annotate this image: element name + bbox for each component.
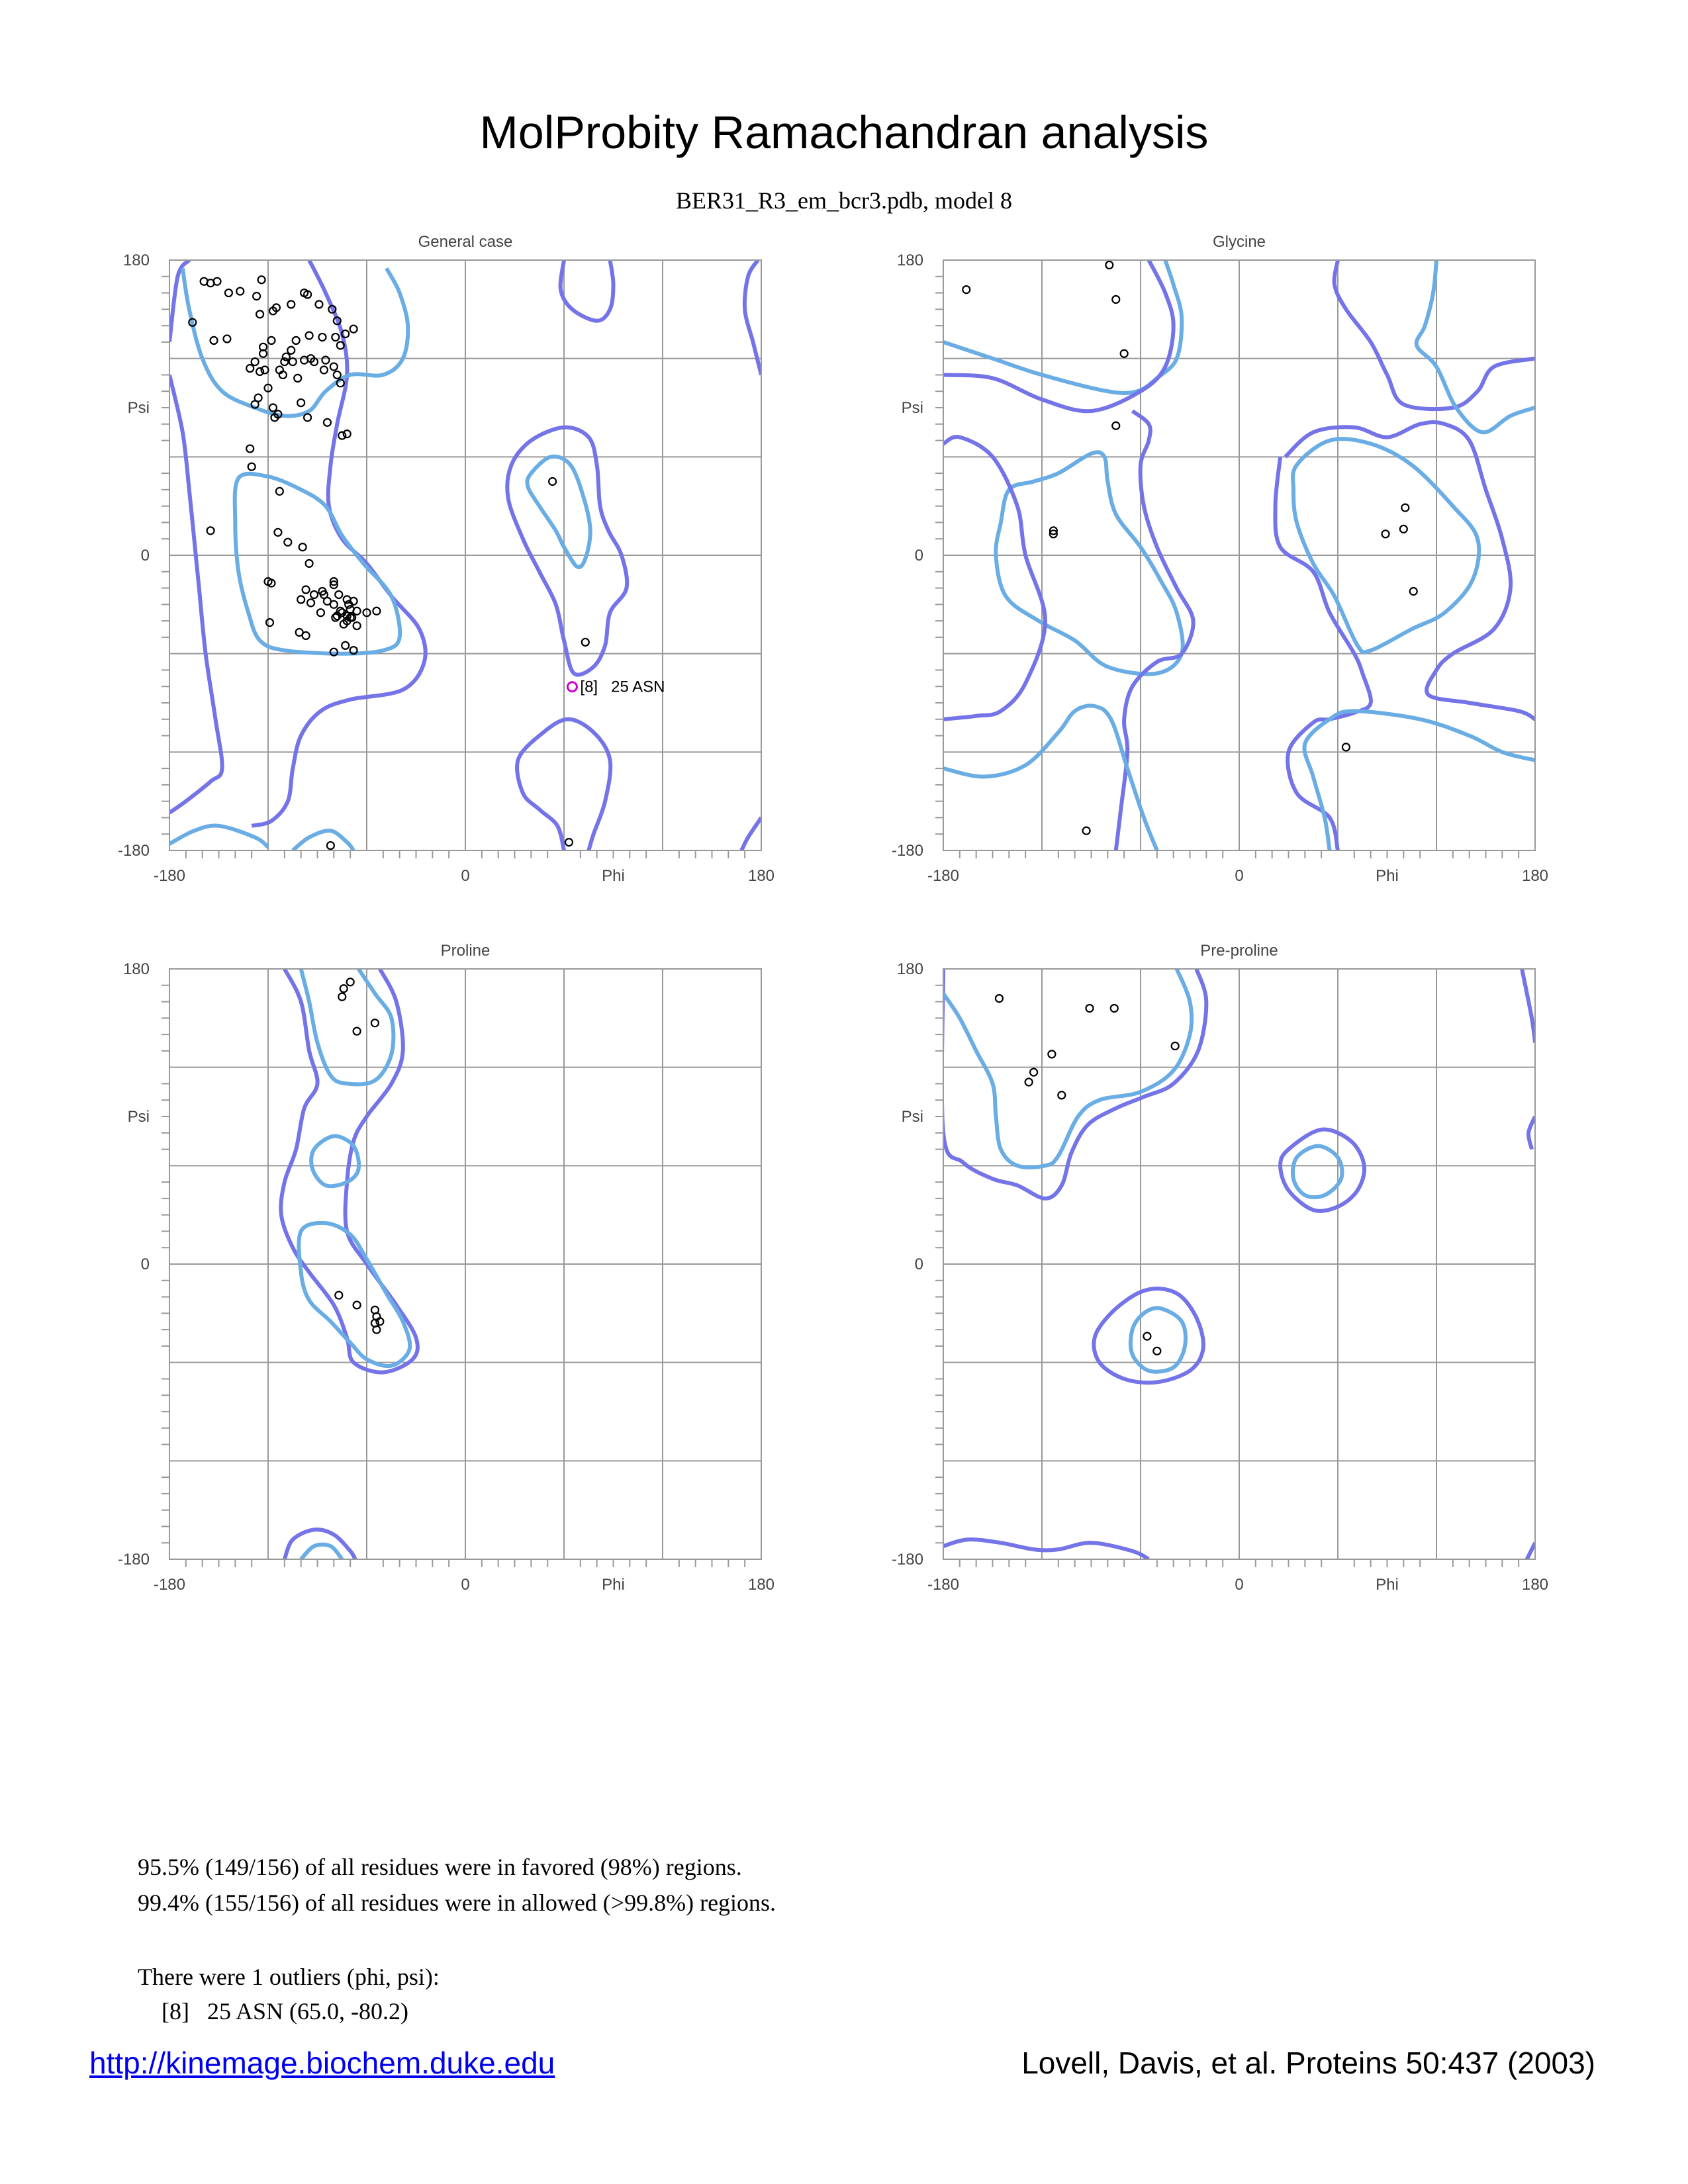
data-point: [1172, 1042, 1179, 1050]
y-tick-label: 180: [896, 960, 923, 978]
data-point: [338, 432, 346, 439]
data-point: [332, 614, 339, 621]
x-tick-label: 180: [747, 867, 775, 885]
allowed-contour: [943, 260, 1174, 411]
y-tick-label: 0: [140, 1255, 150, 1273]
data-point: [962, 286, 970, 293]
x-tick-label: -180: [927, 867, 960, 885]
data-point: [371, 1019, 379, 1026]
data-point: [549, 478, 556, 485]
data-point: [347, 978, 354, 985]
y-tick-label: 0: [140, 547, 150, 565]
data-point: [1025, 1078, 1033, 1085]
panel-title: Pre-proline: [1200, 942, 1278, 960]
data-point: [350, 326, 357, 333]
panel-1: [118, 233, 774, 885]
x-axis-label: Phi: [1376, 1576, 1399, 1594]
data-point: [1111, 1005, 1118, 1012]
panel-title: Glycine: [1212, 233, 1266, 251]
data-point: [327, 842, 334, 849]
favored-contour: [1293, 1146, 1342, 1197]
allowed-contour: [252, 260, 426, 826]
data-point: [284, 539, 291, 546]
data-point: [324, 419, 331, 426]
x-tick-label: -180: [153, 867, 186, 885]
data-point: [274, 529, 281, 536]
data-point: [353, 1028, 361, 1035]
data-point: [297, 596, 305, 603]
y-tick-label: -180: [891, 1551, 923, 1569]
data-point: [1048, 1050, 1055, 1058]
data-point: [266, 619, 273, 626]
data-point: [293, 337, 300, 344]
panel-2: [892, 233, 1548, 885]
data-point: [1112, 296, 1119, 303]
y-axis-label: Psi: [127, 399, 150, 417]
data-point: [1382, 530, 1389, 537]
favored-contour: [169, 825, 268, 847]
y-tick-label: -180: [117, 842, 150, 860]
data-point: [1400, 525, 1407, 533]
data-point: [330, 363, 338, 371]
data-point: [342, 642, 349, 649]
favored-contour: [235, 474, 400, 654]
data-point: [307, 599, 314, 606]
page-title: MolProbity Ramachandran analysis: [479, 107, 1209, 158]
data-point: [253, 293, 260, 300]
outlier-summary-heading: There were 1 outliers (phi, psi):: [138, 1964, 440, 1990]
data-point: [1086, 1005, 1094, 1012]
data-point: [334, 371, 341, 379]
data-point: [582, 639, 589, 646]
data-point: [332, 334, 339, 341]
data-point: [335, 591, 342, 598]
data-point: [1153, 1347, 1160, 1355]
panel-3: [118, 942, 774, 1594]
citation-text: Lovell, Davis, et al. Proteins 50:437 (2003): [1021, 2046, 1595, 2080]
data-point: [289, 358, 297, 365]
x-axis-label: Phi: [1376, 867, 1399, 885]
data-point: [353, 1301, 361, 1308]
outlier-summary-entry: [8] 25 ASN (65.0, -80.2): [138, 1998, 408, 2025]
favored-contour: [301, 1545, 342, 1559]
data-point: [996, 995, 1003, 1002]
x-tick-label: 0: [1235, 867, 1244, 885]
data-point: [304, 414, 311, 421]
data-point: [310, 591, 318, 598]
x-tick-label: -180: [153, 1576, 186, 1594]
allowed-contour: [943, 1539, 1149, 1559]
allowed-contour: [745, 260, 761, 375]
data-point: [246, 445, 254, 452]
data-point: [267, 337, 275, 344]
outlier-point: [567, 682, 577, 692]
data-point: [1112, 422, 1119, 430]
data-point: [1030, 1069, 1037, 1076]
panel-title: General case: [418, 233, 513, 251]
x-tick-label: 0: [461, 867, 470, 885]
data-point: [306, 332, 313, 339]
data-point: [303, 632, 310, 639]
data-point: [344, 430, 351, 437]
panel-4: [892, 942, 1548, 1594]
favored-summary: 95.5% (149/156) of all residues were in favored (98%) regions.: [138, 1854, 742, 1880]
allowed-contour: [1528, 1116, 1535, 1150]
data-point: [303, 586, 310, 594]
favored-contour: [943, 260, 1182, 393]
y-tick-label: 180: [896, 251, 923, 269]
allowed-contour: [1527, 1543, 1535, 1559]
x-tick-label: -180: [927, 1576, 960, 1594]
y-tick-label: 180: [122, 251, 150, 269]
data-point: [317, 609, 324, 616]
data-point: [322, 357, 329, 364]
favored-contour: [293, 831, 353, 850]
allowed-contour: [943, 437, 1045, 719]
allowed-contour: [741, 817, 761, 850]
y-axis-label: Psi: [901, 399, 923, 417]
x-tick-label: 180: [1521, 1576, 1549, 1594]
data-point: [1058, 1091, 1065, 1099]
data-point: [565, 839, 573, 846]
data-point: [248, 463, 256, 471]
data-point: [294, 375, 301, 382]
data-point: [338, 993, 346, 1001]
data-point: [1342, 743, 1350, 751]
data-point: [315, 300, 322, 308]
kinemage-link[interactable]: http://kinemage.biochem.duke.edu: [89, 2046, 555, 2080]
x-tick-label: 0: [1235, 1576, 1244, 1594]
allowed-contour: [942, 969, 1207, 1199]
data-point: [223, 335, 230, 342]
data-point: [258, 276, 265, 283]
outlier-label: [8] 25 ASN: [580, 678, 665, 696]
x-tick-label: 0: [461, 1576, 470, 1594]
data-point: [207, 527, 214, 534]
data-point: [320, 367, 328, 374]
y-axis-label: Psi: [127, 1108, 150, 1126]
data-point: [297, 399, 305, 406]
x-axis-label: Phi: [602, 1576, 625, 1594]
data-point: [318, 334, 326, 341]
data-point: [1143, 1333, 1150, 1340]
y-axis-label: Psi: [901, 1108, 923, 1126]
y-tick-label: -180: [117, 1551, 150, 1569]
y-tick-label: 0: [914, 1255, 923, 1273]
data-point: [335, 1292, 342, 1299]
data-point: [287, 347, 295, 354]
data-point: [256, 310, 263, 318]
data-point: [261, 367, 269, 374]
y-tick-label: 0: [914, 547, 923, 565]
data-point: [340, 985, 348, 992]
favored-contour: [996, 452, 1182, 674]
allowed-contour: [169, 375, 222, 813]
x-tick-label: 180: [1521, 867, 1549, 885]
favored-contour: [1304, 711, 1535, 850]
data-point: [373, 608, 380, 615]
data-point: [256, 368, 263, 375]
favored-contour: [1293, 439, 1479, 653]
data-point: [246, 365, 254, 372]
data-point: [1121, 350, 1128, 357]
panel-title: Proline: [440, 942, 491, 960]
data-point: [236, 288, 244, 295]
favored-contour: [1417, 260, 1535, 432]
favored-contour: [311, 1136, 359, 1187]
data-point: [1105, 261, 1113, 269]
data-point: [276, 488, 283, 495]
data-point: [287, 300, 295, 308]
data-point: [353, 622, 361, 629]
data-point: [1401, 504, 1409, 512]
y-tick-label: 180: [122, 960, 150, 978]
data-point: [225, 289, 232, 296]
data-point: [211, 337, 218, 344]
favored-contour: [943, 969, 1192, 1167]
x-axis-label: Phi: [602, 867, 625, 885]
x-tick-label: 180: [747, 1576, 775, 1594]
data-point: [330, 601, 338, 608]
allowed-contour: [1286, 422, 1536, 719]
data-point: [299, 543, 306, 551]
data-point: [281, 358, 288, 365]
allowed-summary: 99.4% (155/156) of all residues were in allowed (>99.8%) regions.: [138, 1889, 776, 1916]
allowed-contour: [561, 260, 614, 321]
data-point: [1083, 827, 1090, 835]
y-tick-label: -180: [891, 842, 923, 860]
data-point: [306, 560, 313, 567]
page-subtitle: BER31_R3_em_bcr3.pdb, model 8: [676, 187, 1012, 214]
allowed-contour: [1522, 969, 1535, 1043]
data-point: [1410, 588, 1417, 595]
data-point: [269, 404, 277, 412]
data-point: [283, 353, 290, 361]
data-point: [252, 358, 259, 365]
favored-contour: [527, 457, 590, 567]
